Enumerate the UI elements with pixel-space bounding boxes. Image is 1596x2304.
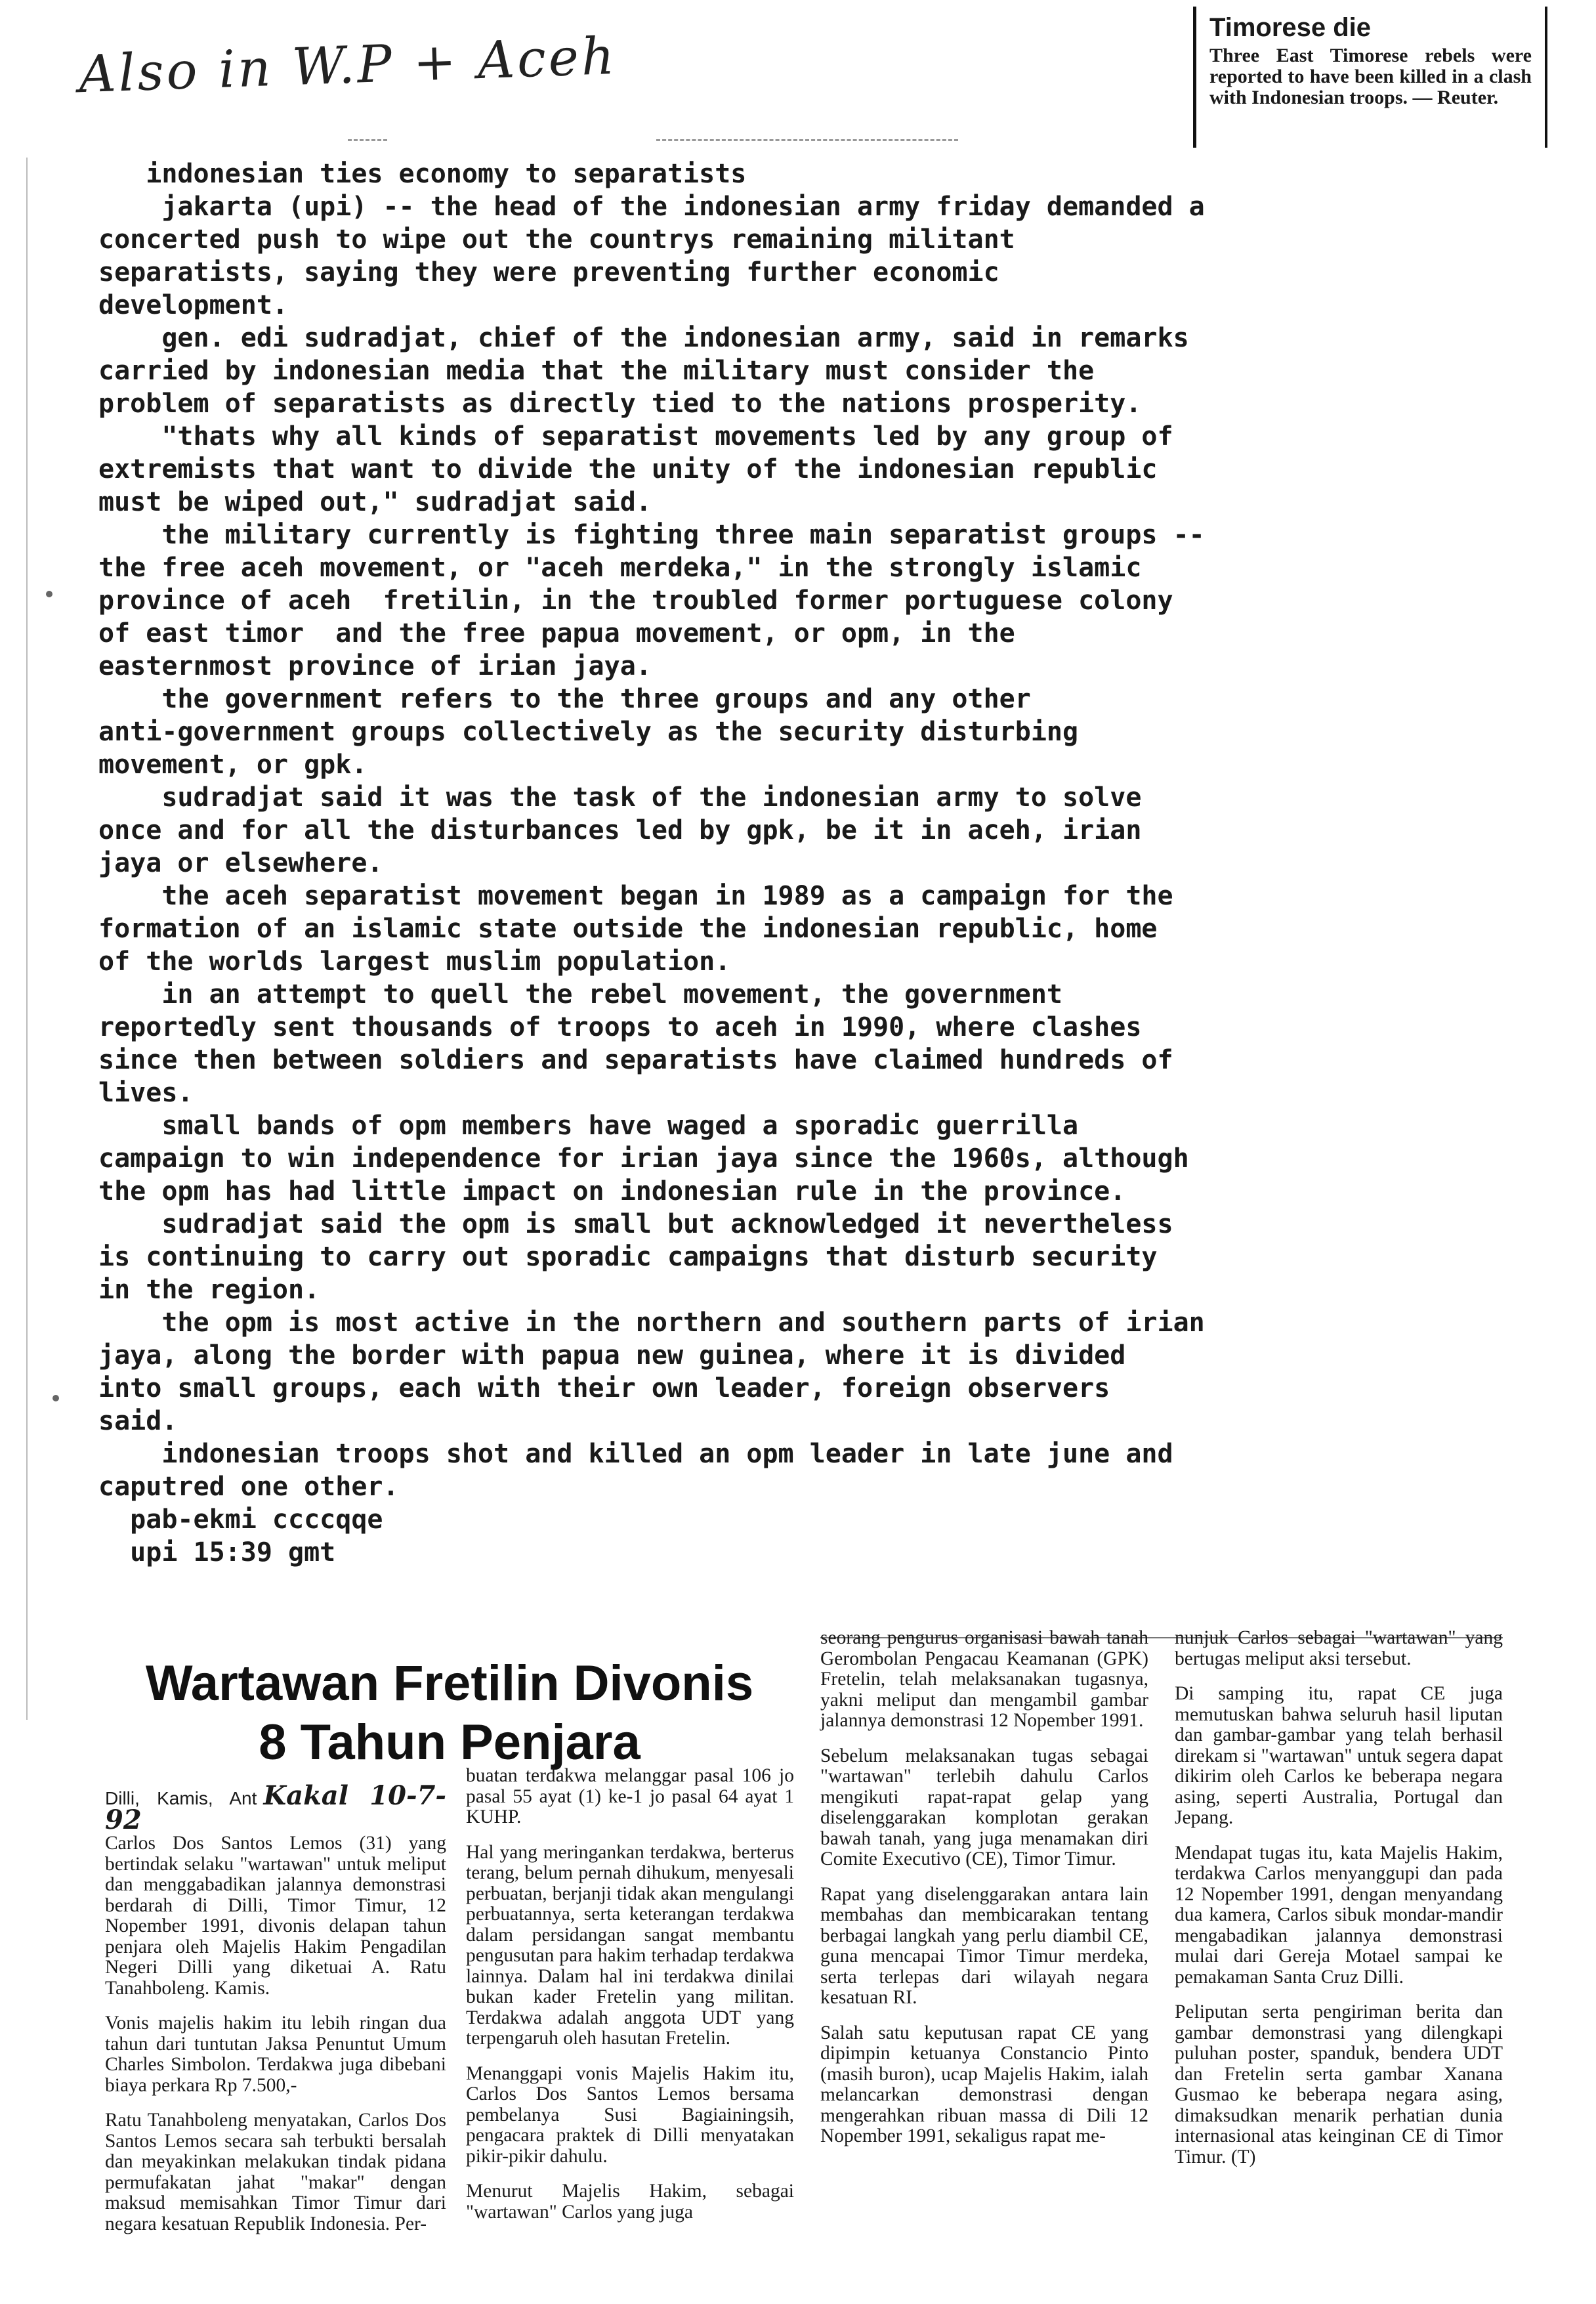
- wire-line: the opm is most active in the northern and southern parts of irian: [98, 1308, 1205, 1338]
- wire-line: the opm has had little impact on indonesian rule in the province.: [98, 1176, 1126, 1206]
- margin-rule: [26, 158, 28, 1720]
- article-column-2: [466, 1766, 794, 2223]
- wire-line: once and for all the disturbances led by gpk, be it in aceh, irian: [98, 815, 1142, 845]
- wire-line: extremists that want to divide the unity of the indonesian republic: [98, 454, 1158, 484]
- article-paragraph: Mendapat tugas itu, kata Majelis Hakim, terdakwa Carlos menyanggupi dan pada 12 Nopember 1991, dengan menyandang dua kamera, Carlos sibuk mondar-mandir mengabadikan jalannya demonstrasi mulai dari Gereja Motael sampai ke pemakaman Santa Cruz Dilli.: [1175, 1842, 1503, 1988]
- article-paragraph: buatan terdakwa melanggar pasal 106 jo pasal 55 ayat (1) ke-1 jo pasal 64 ayat 1 KUHP.: [466, 1765, 794, 1827]
- wire-line: province of aceh fretilin, in the troubled former portuguese colony: [98, 586, 1173, 616]
- wire-line: into small groups, each with their own leader, foreign observers: [98, 1373, 1110, 1403]
- article-column-4: [1175, 1628, 1503, 2167]
- wire-line: the aceh separatist movement began in 1989 as a campaign for the: [98, 881, 1173, 911]
- wire-line: said.: [98, 1406, 178, 1436]
- newspaper-article: [105, 1628, 1516, 2291]
- wire-line: pab-ekmi ccccqqe: [98, 1504, 383, 1535]
- article-paragraph: Rapat yang diselenggarakan antara lain membahas dan membicarakan tentang berbagai langkah yang perlu diambil CE, guna mencapai Timor Timur merdeka, serta terlepas dari wilayah negara kesatuan RI.: [820, 1883, 1148, 2008]
- article-paragraph: Sebelum melaksanakan tugas sebagai "wartawan" terlebih dahulu Carlos mengikuti rapat-rapat gelap yang diselenggarakan komplotan gerakan bawah tanah, yang juga menamakan diri Comite Executivo (CE), Timor Timur.: [820, 1745, 1148, 1869]
- article-column-1: [105, 1780, 446, 2234]
- wire-line: development.: [98, 290, 288, 320]
- wire-line: is continuing to carry out sporadic campaigns that disturb security: [98, 1242, 1158, 1272]
- wire-line: easternmost province of irian jaya.: [98, 651, 652, 681]
- clipping-title: Timorese die: [1209, 13, 1372, 42]
- wire-line: must be wiped out," sudradjat said.: [98, 487, 652, 517]
- article-paragraph: Menurut Majelis Hakim, sebagai "wartawan" Carlos yang juga: [466, 2181, 794, 2223]
- article-column-3: [820, 1628, 1148, 2147]
- wire-line: indonesian ties economy to separatists: [98, 159, 747, 189]
- wire-line: problem of separatists as directly tied to the nations prosperity.: [98, 389, 1142, 419]
- wire-line: jaya or elsewhere.: [98, 848, 383, 878]
- wire-line: formation of an islamic state outside the indonesian republic, home: [98, 914, 1158, 944]
- article-headline: [105, 1654, 794, 1772]
- wire-line: sudradjat said it was the task of the indonesian army to solve: [98, 782, 1142, 813]
- wire-line: lives.: [98, 1078, 194, 1108]
- headline-line-1: Wartawan Fretilin Divonis: [145, 1655, 754, 1711]
- wire-line: in the region.: [98, 1275, 320, 1305]
- article-paragraph: seorang pengurus organisasi bawah tanah Gerombolan Pengacau Keamanan (GPK) Fretelin, telah melaksanakan tugasnya, yakni meliput dan mengambil gambar jalannya demonstrasi 12 Nopember 1991.: [820, 1627, 1148, 1731]
- wire-line: of the worlds largest muslim population.: [98, 947, 731, 977]
- wire-line: in an attempt to quell the rebel movement, the government: [98, 979, 1063, 1010]
- handwritten-date: Kakal 10-7-92: [105, 1780, 446, 1835]
- wire-line: carried by indonesian media that the military must consider the: [98, 356, 1095, 386]
- wire-line: of east timor and the free papua movement, or opm, in the: [98, 618, 1015, 649]
- article-paragraph: Di samping itu, rapat CE juga memutuskan bahwa seluruh hasil liputan dan gambar-gambar yang telah berhasil direkam si "wartawan" untuk segera dapat dikirim oleh Carlos ke beberapa negara asing, seperti Australia, Portugal dan Jepang.: [1175, 1683, 1503, 1828]
- article-paragraph: Peliputan serta pengiriman berita dan gambar demonstrasi yang dilengkapi puluhan poster, spanduk, bendera UDT dan Fretelin serta gambar Xanana Gusmao ke beberapa negara asing, dimaksudkan menarik perhatian dunia internasional atas keinginan CE di Timor Timur. (T): [1175, 2001, 1503, 2167]
- divider-dash: [656, 139, 958, 141]
- wire-line: gen. edi sudradjat, chief of the indonesian army, said in remarks: [98, 323, 1189, 353]
- article-paragraph: Salah satu keputusan rapat CE yang dipimpin ketuanya Constancio Pinto (masih buron), ucap Majelis Hakim, ialah melancarkan demonstrasi dengan mengerahkan ribuan massa di Dili 12 Nopember 1991, sekaligus rapat me-: [820, 2022, 1148, 2146]
- headline-line-2: 8 Tahun Penjara: [259, 1715, 640, 1770]
- dateline: Dilli, Kamis, Ant: [105, 1788, 257, 1808]
- wire-line: the free aceh movement, or "aceh merdeka," in the strongly islamic: [98, 553, 1142, 583]
- punch-mark: [46, 591, 52, 597]
- wire-line: caputred one other.: [98, 1472, 399, 1502]
- wire-line: "thats why all kinds of separatist movements led by any group of: [98, 421, 1173, 452]
- article-paragraph: Carlos Dos Santos Lemos (31) yang bertindak selaku "wartawan" untuk meliput dan menggabadikan jalannya demonstrasi berdarah di Dilli, Timor Timur, 12 Nopember 1991, divonis delapan tahun penjara oleh Majelis Hakim Pengadilan Negeri Dilli yang diketuai A. Ratu Tanahboleng. Kamis.: [105, 1833, 446, 1999]
- punch-mark: [52, 1395, 59, 1401]
- wire-line: upi 15:39 gmt: [98, 1537, 336, 1568]
- wire-line: small bands of opm members have waged a sporadic guerrilla: [98, 1111, 1079, 1141]
- wire-story: [98, 158, 1503, 1569]
- wire-line: the military currently is fighting three main separatist groups --: [98, 520, 1205, 550]
- divider-dash: [348, 139, 387, 141]
- wire-line: indonesian troops shot and killed an opm leader in late june and: [98, 1439, 1173, 1469]
- article-paragraph: Ratu Tanahboleng menyatakan, Carlos Dos Santos Lemos secara sah terbukti bersalah dan meyakinkan melakukan tindak pidana permufakatan jahat "makar" dengan maksud memisahkan Timor Timur dari negara kesatuan Republik Indonesia. Per-: [105, 2110, 446, 2234]
- clipping-body: Three East Timorese rebels were reported to have been killed in a clash with Indonesian troops. — Reuter.: [1209, 45, 1532, 108]
- wire-line: separatists, saying they were preventing further economic: [98, 257, 999, 288]
- handwritten-note: Also in W.P + Aceh: [77, 26, 618, 105]
- article-paragraph: Vonis majelis hakim itu lebih ringan dua tahun dari tuntutan Jaksa Penuntut Umum Charles Simbolon. Terdakwa juga dibebani biaya perkara Rp 7.500,-: [105, 2013, 446, 2096]
- article-paragraph: Menanggapi vonis Majelis Hakim itu, Carlos Dos Santos Lemos bersama pembelanya Susi Bagiainingsih, pengacara praktek di Dilli menyatakan pikir-pikir dahulu.: [466, 2062, 794, 2167]
- article-paragraph: Hal yang meringankan terdakwa, berterus terang, belum pernah dihukum, menyesali perbuatan, berjanji tidak akan mengulangi perbuatannya, serta keterangan terdakwa dalam persidangan sangat membantu pengusutan para hakim terhadap terdakwa lainnya. Dalam hal ini terdakwa dinilai bukan kader Fretelin yang militan. Terdakwa adalah anggota UDT yang terpengaruh oleh hasutan Fretelin.: [466, 1841, 794, 2049]
- wire-line: sudradjat said the opm is small but acknowledged it nevertheless: [98, 1209, 1173, 1239]
- wire-line: anti-government groups collectively as the security disturbing: [98, 717, 1079, 747]
- wire-line: concerted push to wipe out the countrys remaining militant: [98, 224, 1015, 255]
- wire-line: since then between soldiers and separatists have claimed hundreds of: [98, 1045, 1173, 1075]
- wire-line: reportedly sent thousands of troops to aceh in 1990, where clashes: [98, 1012, 1142, 1042]
- article-paragraph: nunjuk Carlos sebagai "wartawan" yang bertugas meliput aksi tersebut.: [1175, 1627, 1503, 1669]
- wire-line: campaign to win independence for irian jaya since the 1960s, although: [98, 1143, 1189, 1174]
- news-clipping: [1193, 7, 1547, 148]
- wire-line: the government refers to the three groups and any other: [98, 684, 1031, 714]
- wire-line: jakarta (upi) -- the head of the indonesian army friday demanded a: [98, 192, 1205, 222]
- wire-line: jaya, along the border with papua new guinea, where it is divided: [98, 1340, 1126, 1371]
- wire-line: movement, or gpk.: [98, 750, 368, 780]
